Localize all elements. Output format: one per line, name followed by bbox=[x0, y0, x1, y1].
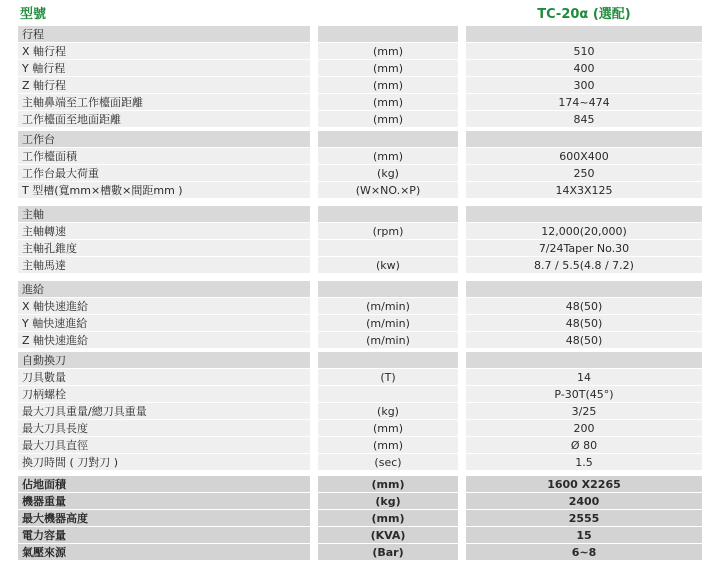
spec-name-cell bbox=[18, 369, 310, 385]
spec-value-cell bbox=[466, 94, 702, 110]
spec-unit-cell bbox=[318, 240, 458, 256]
spec-value-cell bbox=[466, 43, 702, 59]
spec-name: 電力容量 bbox=[22, 529, 66, 542]
spec-name: Y 軸快速進給 bbox=[22, 317, 88, 330]
spec-value-cell bbox=[466, 332, 702, 348]
spec-value-cell bbox=[466, 544, 702, 560]
spec-name-cell bbox=[18, 182, 310, 198]
spec-name-cell bbox=[18, 493, 310, 509]
spec-name: 最大機器高度 bbox=[22, 512, 88, 525]
spec-name: Y 軸行程 bbox=[22, 62, 66, 75]
spec-unit-cell bbox=[318, 420, 458, 436]
spec-name: 主軸孔錐度 bbox=[22, 242, 77, 255]
spec-value-cell bbox=[466, 182, 702, 198]
section-title: 主軸 bbox=[22, 208, 44, 221]
spec-value: 12,000(20,000) bbox=[541, 225, 627, 238]
table-row bbox=[0, 148, 710, 165]
spec-name-cell bbox=[18, 544, 310, 560]
spec-value-cell bbox=[466, 386, 702, 402]
table-header bbox=[0, 0, 710, 22]
spec-name: 刀柄螺栓 bbox=[22, 388, 66, 401]
table-row bbox=[0, 510, 710, 527]
section-row bbox=[0, 352, 710, 369]
table-row bbox=[0, 544, 710, 561]
spec-value: 200 bbox=[573, 422, 595, 435]
spec-unit: (Bar) bbox=[372, 546, 404, 559]
spec-unit: (W×NO.×P) bbox=[355, 184, 421, 197]
spec-unit: (m/min) bbox=[366, 317, 410, 330]
spec-name: 最大刀具長度 bbox=[22, 422, 88, 435]
spec-unit-cell bbox=[318, 206, 458, 222]
spec-unit: (mm) bbox=[372, 422, 403, 435]
spec-unit-cell bbox=[318, 148, 458, 164]
spec-unit-cell bbox=[318, 182, 458, 198]
spec-name: 換刀時間 ( 刀對刀 ) bbox=[22, 456, 119, 469]
spec-name-cell bbox=[18, 281, 310, 297]
spec-name-cell bbox=[18, 352, 310, 368]
table-row bbox=[0, 527, 710, 544]
model-label: 型號 bbox=[20, 7, 47, 22]
spec-value: 2555 bbox=[568, 512, 600, 525]
spec-name: Z 軸快速進給 bbox=[22, 334, 89, 347]
table-row bbox=[0, 182, 710, 199]
table-row bbox=[0, 386, 710, 403]
spec-value: 8.7 / 5.5(4.8 / 7.2) bbox=[534, 259, 634, 272]
spec-value-cell bbox=[466, 403, 702, 419]
table-row bbox=[0, 240, 710, 257]
table-row bbox=[0, 94, 710, 111]
table-row bbox=[0, 43, 710, 60]
spec-value-cell bbox=[466, 315, 702, 331]
spec-unit: (m/min) bbox=[366, 300, 410, 313]
spec-value: 300 bbox=[573, 79, 595, 92]
spec-name: Z 軸行程 bbox=[22, 79, 67, 92]
spec-value-cell bbox=[466, 352, 702, 368]
table-row bbox=[0, 476, 710, 493]
spec-value: P-30T(45°) bbox=[554, 388, 614, 401]
spec-value-cell bbox=[466, 223, 702, 239]
spec-unit: (kg) bbox=[375, 495, 401, 508]
spec-value: 510 bbox=[573, 45, 595, 58]
spec-name-cell bbox=[18, 148, 310, 164]
section-title: 行程 bbox=[22, 28, 44, 41]
spec-unit: (mm) bbox=[372, 113, 403, 126]
spec-value-cell bbox=[466, 60, 702, 76]
spec-unit: (KVA) bbox=[370, 529, 406, 542]
spec-value: 15 bbox=[576, 529, 592, 542]
section-title: 進給 bbox=[22, 283, 44, 296]
spec-unit: (mm) bbox=[372, 79, 403, 92]
spec-unit: (mm) bbox=[371, 478, 405, 491]
spec-unit-cell bbox=[318, 386, 458, 402]
spec-unit-cell bbox=[318, 131, 458, 147]
table-row bbox=[0, 257, 710, 274]
spec-value-cell bbox=[466, 26, 702, 42]
spec-value: 14X3X125 bbox=[555, 184, 613, 197]
table-row bbox=[0, 403, 710, 420]
spec-value-cell bbox=[466, 111, 702, 127]
spec-name-cell bbox=[18, 386, 310, 402]
spec-name-cell bbox=[18, 420, 310, 436]
spec-unit: (mm) bbox=[372, 439, 403, 452]
spec-name: 機器重量 bbox=[22, 495, 66, 508]
spec-name-cell bbox=[18, 60, 310, 76]
section-row bbox=[0, 26, 710, 43]
spec-value-cell bbox=[466, 476, 702, 492]
spec-unit: (kg) bbox=[377, 167, 399, 180]
spec-value: 48(50) bbox=[565, 334, 603, 347]
spec-name: 工作檯面積 bbox=[22, 150, 77, 163]
spec-value: 48(50) bbox=[565, 317, 603, 330]
spec-unit-cell bbox=[318, 527, 458, 543]
spec-name: 工作檯面至地面距離 bbox=[22, 113, 121, 126]
table-row bbox=[0, 165, 710, 182]
spec-name: 氣壓來源 bbox=[22, 546, 66, 559]
spec-name-cell bbox=[18, 298, 310, 314]
spec-name-cell bbox=[18, 240, 310, 256]
spec-value-cell bbox=[466, 206, 702, 222]
spec-value: 48(50) bbox=[565, 300, 603, 313]
spec-name: 主軸轉速 bbox=[22, 225, 66, 238]
spec-value-cell bbox=[466, 527, 702, 543]
spec-name-cell bbox=[18, 206, 310, 222]
spec-unit: (mm) bbox=[372, 62, 403, 75]
spec-unit-cell bbox=[318, 111, 458, 127]
spec-unit: (mm) bbox=[372, 150, 403, 163]
spec-unit-cell bbox=[318, 257, 458, 273]
spec-name: 主軸鼻端至工作檯面距離 bbox=[22, 96, 143, 109]
spec-unit-cell bbox=[318, 476, 458, 492]
spec-value: 600X400 bbox=[559, 150, 609, 163]
table-row bbox=[0, 369, 710, 386]
spec-value: 7/24Taper No.30 bbox=[538, 242, 630, 255]
spec-unit-cell bbox=[318, 60, 458, 76]
table-row bbox=[0, 420, 710, 437]
spec-value-cell bbox=[466, 493, 702, 509]
spec-name-cell bbox=[18, 403, 310, 419]
spec-value-cell bbox=[466, 437, 702, 453]
spec-value: 3/25 bbox=[571, 405, 597, 418]
spec-unit-cell bbox=[318, 403, 458, 419]
section-row bbox=[0, 281, 710, 298]
spec-value-cell bbox=[466, 298, 702, 314]
spec-unit-cell bbox=[318, 369, 458, 385]
spec-unit-cell bbox=[318, 352, 458, 368]
spec-unit-cell bbox=[318, 315, 458, 331]
spec-value-cell bbox=[466, 165, 702, 181]
spec-unit: (T) bbox=[380, 371, 396, 384]
spec-value: 1.5 bbox=[575, 456, 593, 469]
spec-unit: (rpm) bbox=[372, 225, 404, 238]
spec-unit: (m/min) bbox=[366, 334, 410, 347]
table-row bbox=[0, 437, 710, 454]
spec-value-cell bbox=[466, 281, 702, 297]
spec-name-cell bbox=[18, 332, 310, 348]
spec-value: 400 bbox=[573, 62, 595, 75]
spec-unit-cell bbox=[318, 26, 458, 42]
spec-value-cell bbox=[466, 454, 702, 470]
spec-value-cell bbox=[466, 148, 702, 164]
table-row bbox=[0, 223, 710, 240]
table-row bbox=[0, 77, 710, 94]
spec-unit-cell bbox=[318, 165, 458, 181]
table-row bbox=[0, 493, 710, 510]
model-name: TC-20α (選配) bbox=[537, 7, 631, 22]
spec-unit-cell bbox=[318, 281, 458, 297]
spec-unit-cell bbox=[318, 298, 458, 314]
spec-unit-cell bbox=[318, 544, 458, 560]
section-row bbox=[0, 131, 710, 148]
spec-value: Ø 80 bbox=[570, 439, 598, 452]
spec-name: 刀具數量 bbox=[22, 371, 66, 384]
spec-value: 845 bbox=[573, 113, 595, 126]
spec-name-cell bbox=[18, 257, 310, 273]
spec-name: 最大刀具直徑 bbox=[22, 439, 88, 452]
spec-unit-cell bbox=[318, 493, 458, 509]
section-title: 自動換刀 bbox=[22, 354, 66, 367]
spec-name-cell bbox=[18, 94, 310, 110]
spec-value-cell bbox=[466, 510, 702, 526]
spec-unit: (mm) bbox=[372, 45, 403, 58]
spec-name-cell bbox=[18, 223, 310, 239]
spec-name-cell bbox=[18, 315, 310, 331]
spec-unit: (kg) bbox=[377, 405, 399, 418]
spec-name-cell bbox=[18, 454, 310, 470]
spec-name-cell bbox=[18, 165, 310, 181]
spec-name: 工作台最大荷重 bbox=[22, 167, 99, 180]
spec-value-cell bbox=[466, 240, 702, 256]
spec-unit-cell bbox=[318, 77, 458, 93]
spec-name-cell bbox=[18, 77, 310, 93]
table-row bbox=[0, 332, 710, 349]
spec-name: X 軸行程 bbox=[22, 45, 67, 58]
spec-name: 最大刀具重量/總刀具重量 bbox=[22, 405, 147, 418]
table-row bbox=[0, 315, 710, 332]
spec-name: X 軸快速進給 bbox=[22, 300, 89, 313]
spec-value: 2400 bbox=[568, 495, 600, 508]
spec-name-cell bbox=[18, 527, 310, 543]
spec-value: 1600 X2265 bbox=[547, 478, 621, 491]
spec-value-cell bbox=[466, 77, 702, 93]
spec-unit-cell bbox=[318, 223, 458, 239]
spec-unit: (sec) bbox=[374, 456, 402, 469]
spec-name-cell bbox=[18, 476, 310, 492]
spec-name: 主軸馬達 bbox=[22, 259, 66, 272]
spec-value-cell bbox=[466, 369, 702, 385]
spec-unit-cell bbox=[318, 437, 458, 453]
spec-value-cell bbox=[466, 257, 702, 273]
spec-value: 6~8 bbox=[571, 546, 597, 559]
spec-name-cell bbox=[18, 437, 310, 453]
spec-name-cell bbox=[18, 510, 310, 526]
table-row bbox=[0, 454, 710, 471]
spec-value-cell bbox=[466, 420, 702, 436]
spec-value: 14 bbox=[577, 371, 591, 384]
table-row bbox=[0, 111, 710, 128]
spec-name-cell bbox=[18, 26, 310, 42]
section-row bbox=[0, 206, 710, 223]
spec-name-cell bbox=[18, 43, 310, 59]
spec-value-cell bbox=[466, 131, 702, 147]
spec-unit: (mm) bbox=[371, 512, 405, 525]
spec-unit-cell bbox=[318, 510, 458, 526]
spec-unit: (mm) bbox=[372, 96, 403, 109]
spec-name: T 型槽(寬mm×槽數×間距mm ) bbox=[22, 184, 183, 197]
spec-unit-cell bbox=[318, 454, 458, 470]
spec-unit-cell bbox=[318, 94, 458, 110]
spec-unit-cell bbox=[318, 43, 458, 59]
spec-value: 250 bbox=[573, 167, 595, 180]
spec-value: 174~474 bbox=[558, 96, 610, 109]
table-row bbox=[0, 60, 710, 77]
spec-name: 佔地面積 bbox=[22, 478, 66, 491]
spec-name-cell bbox=[18, 131, 310, 147]
spec-unit: (kw) bbox=[376, 259, 400, 272]
section-title: 工作台 bbox=[22, 133, 55, 146]
spec-unit-cell bbox=[318, 332, 458, 348]
spec-name-cell bbox=[18, 111, 310, 127]
table-row bbox=[0, 298, 710, 315]
